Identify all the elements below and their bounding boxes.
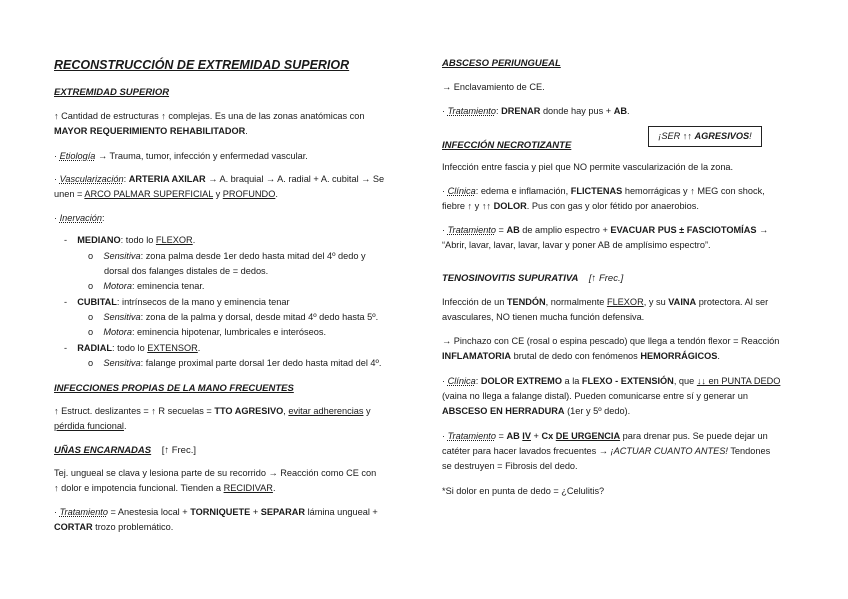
nerve-cubital: - CUBITAL: intrínsecos de la mano y eminencia tenar xyxy=(64,297,290,307)
section-infecciones: INFECCIONES PROPIAS DE LA MANO FRECUENTES xyxy=(54,383,294,394)
section-tenosinovitis: TENOSINOVITIS SUPURATIVA [↑ Frec.] xyxy=(442,273,624,284)
necrotizante-clinica: · Clínica: edema e inflamación, FLICTENAS hemorrágicas y ↑ MEG con shock, fiebre ↑ y ↑↑ DOLOR. Pus con gas y olor fétido por anaerobios. xyxy=(442,186,765,211)
paragraph-intro: ↑ Cantidad de estructuras ↑ complejas. Es una de las zonas anatómicas con MAYOR REQUERIMIENTO REHABILITADOR. xyxy=(54,111,365,136)
mediano-sensitiva-cont: dorsal dos falanges distales de = dedos. xyxy=(104,266,269,276)
absceso-tratamiento: · Tratamiento: DRENAR donde hay pus + AB. xyxy=(442,106,630,116)
paragraph-infecciones: ↑ Estruct. deslizantes = ↑ R secuelas = TTO AGRESIVO, evitar adherencias y pérdida funcional. xyxy=(54,406,371,431)
section-absceso-periungueal: ABSCESO PERIUNGUEAL xyxy=(442,58,561,69)
tenosinovitis-tratamiento: · Tratamiento = AB IV + Cx DE URGENCIA para drenar pus. Se puede dejar un catéter para hacer lavados frecuentes → ¡ACTUAR CUANTO ANTES! Tendones se destruyen = Fibrosis del dedo. xyxy=(442,431,771,471)
etiologia-line: · Etiología → Trauma, tumor, infección y enfermedad vascular. xyxy=(54,151,308,161)
paragraph-unas: Tej. ungueal se clava y lesiona parte de su recorrido → Reacción como CE con ↑ dolor e impotencia funcional. Tienden a RECIDIVAR. xyxy=(54,468,377,493)
celulitis-note: *Si dolor en punta de dedo = ¿Celulitis? xyxy=(442,486,605,496)
necrotizante-tratamiento: · Tratamiento = AB de amplio espectro + EVACUAR PUS ± FASCIOTOMÍAS → “Abrir, lavar, lavar, lavar, lavar y poner AB de amplísimo espectro”. xyxy=(442,225,769,250)
section-infeccion-necrotizante: INFECCIÓN NECROTIZANTE xyxy=(442,140,572,151)
cubital-motora: o Motora: eminencia hipotenar, lumbricales e interóseos. xyxy=(88,327,327,337)
nerve-mediano: - MEDIANO: todo lo FLEXOR. xyxy=(64,235,196,245)
inervacion-label-line: · Inervación: xyxy=(54,213,105,223)
tenosinovitis-clinica: · Clínica: DOLOR EXTREMO a la FLEXO - EXTENSIÓN, que ↓↓ en PUNTA DEDO (vaina no llega a falange distal). Pueden comunicarse entre sí y generar un ABSCESO EN HERRADURA (1er y 5º dedo). xyxy=(442,376,781,416)
cubital-sensitiva: o Sensitiva: zona de la palma y dorsal, desde mitad 4º dedo hasta 5º. xyxy=(88,312,379,322)
necrotizante-line-1: Infección entre fascia y piel que NO permite vascularización de la zona. xyxy=(442,162,734,172)
radial-sensitiva: o Sensitiva: falange proximal parte dorsal 1er dedo hasta mitad del 4º. xyxy=(88,358,382,368)
section-extremidad-superior: EXTREMIDAD SUPERIOR xyxy=(54,87,170,98)
vascularizacion-block: · Vascularización: ARTERIA AXILAR → A. braquial → A. radial + A. cubital → Se unen = ARCO PALMAR SUPERFICIAL y PROFUNDO. xyxy=(54,174,385,199)
paragraph-unas-tratamiento: · Tratamiento = Anestesia local + TORNIQUETE + SEPARAR lámina ungueal + CORTAR trozo problemático. xyxy=(54,507,378,532)
absceso-line-1: → Enclavamiento de CE. xyxy=(442,82,545,92)
agresivos-callout-box: ¡SER ↑↑ AGRESIVOS! xyxy=(648,126,762,147)
tenosinovitis-intro: Infección de un TENDÓN, normalmente FLEXOR, y su VAINA protectora. Al ser avasculares, NO tienen mucha función defensiva. xyxy=(442,297,769,322)
section-unas-encarnadas: UÑAS ENCARNADAS [↑ Frec.] xyxy=(54,445,196,456)
nerve-radial: - RADIAL: todo lo EXTENSOR. xyxy=(64,343,201,353)
page-title: RECONSTRUCCIÓN DE EXTREMIDAD SUPERIOR xyxy=(54,58,350,72)
mediano-motora: o Motora: eminencia tenar. xyxy=(88,281,205,291)
tenosinovitis-pinchazo: → Pinchazo con CE (rosal o espina pescado) que llega a tendón flexor = Reacción INFLAMATORIA brutal de dedo con fenómenos HEMORRÁGICOS. xyxy=(442,336,780,361)
mediano-sensitiva: o Sensitiva: zona palma desde 1er dedo hasta mitad del 4º dedo y xyxy=(88,251,366,261)
